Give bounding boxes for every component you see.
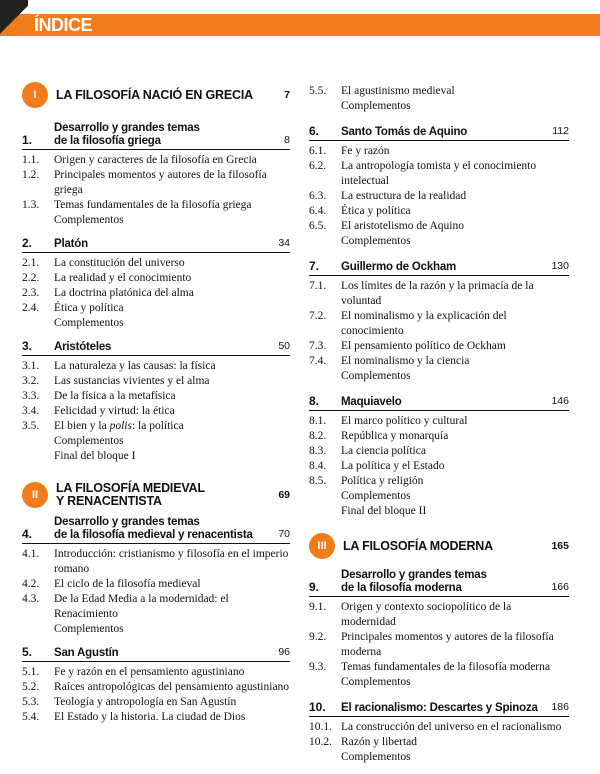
toc-item[interactable] (22, 710, 290, 725)
item-number: 9.3. (309, 661, 327, 673)
item-number: 10.2. (309, 736, 332, 748)
final-bloque-link[interactable]: Final del bloque II (341, 505, 427, 517)
item-text: De la física a la metafísica (54, 390, 176, 402)
item-number: 7.2. (309, 310, 327, 322)
right-column (309, 84, 569, 773)
toc-item[interactable] (309, 84, 569, 99)
complementos-link[interactable]: Complementos (341, 676, 411, 688)
chapter-5-continued (309, 84, 569, 114)
item-number: 8.2. (309, 430, 327, 442)
chapter-heading[interactable] (22, 645, 290, 662)
item-text: La construcción del universo en el racionalismo (341, 721, 562, 733)
block-page: 7 (284, 88, 290, 101)
item-text: El nominalismo y la ciencia (341, 355, 470, 367)
item-text: Ética y política (341, 205, 411, 217)
item-text: La doctrina platónica del alma (54, 287, 194, 299)
item-text: El pensamiento político de Ockham (341, 340, 506, 352)
chapter-title-line: de la filosofía griega (54, 135, 161, 147)
chapter-page: 186 (551, 701, 569, 713)
toc-item[interactable] (22, 256, 290, 271)
item-text: Principales momentos y autores de la filosofía griega (54, 169, 267, 196)
item-text: El Estado y la historia. La ciudad de Dios (54, 711, 246, 723)
chapter-number: 8. (309, 394, 320, 408)
toc-item[interactable] (309, 600, 569, 630)
item-number: 2.4. (22, 302, 40, 314)
block-badge: I (22, 82, 48, 108)
chapter-page: 130 (551, 260, 569, 272)
toc-item[interactable] (22, 374, 290, 389)
chapter-9 (309, 569, 569, 690)
item-number: 2.1. (22, 257, 40, 269)
complementos-link[interactable]: Complementos (54, 623, 124, 635)
chapter-page: 166 (551, 581, 569, 593)
item-number: 1.3. (22, 199, 40, 211)
block-header-2 (22, 482, 290, 508)
chapter-title (54, 122, 280, 148)
toc-item[interactable] (22, 547, 290, 577)
chapter-number: 4. (22, 527, 33, 541)
toc-item[interactable] (22, 695, 290, 710)
toc-item[interactable] (309, 414, 569, 429)
toc-item[interactable] (22, 592, 290, 622)
chapter-3 (22, 339, 290, 464)
toc-item[interactable] (309, 735, 569, 750)
chapter-heading[interactable] (22, 122, 290, 150)
item-text: Teología y antropología en San Agustín (54, 696, 237, 708)
item-number: 6.5. (309, 220, 327, 232)
item-text: Fe y razón (341, 145, 390, 157)
item-text: Origen y contexto sociopolítico de la modernidad (341, 601, 512, 628)
chapter-number: 2. (22, 236, 33, 250)
block-header-1 (22, 82, 290, 108)
item-text: Principales momentos y autores de la filosofía moderna (341, 631, 554, 658)
chapter-2 (22, 236, 290, 331)
item-number: 6.2. (309, 160, 327, 172)
item-text: Raíces antropológicas del pensamiento agustiniano (54, 681, 290, 693)
chapter-5 (22, 645, 290, 725)
item-number: 4.3. (22, 593, 40, 605)
chapter-page: 112 (552, 125, 569, 137)
chapter-page: 96 (278, 646, 290, 658)
item-number: 2.2. (22, 272, 40, 284)
chapter-title: Maquiavelo (341, 396, 402, 408)
item-text: Introducción: cristianismo y filosofía en el imperio romano (54, 548, 289, 575)
chapter-number: 3. (22, 339, 33, 353)
item-number: 6.1. (309, 145, 327, 157)
chapter-number: 9. (309, 580, 320, 594)
complementos-link[interactable]: Complementos (341, 751, 411, 763)
block-title (56, 482, 272, 508)
item-text: La constitución del universo (54, 257, 185, 269)
corner-decoration (0, 0, 28, 40)
toc-item[interactable] (309, 159, 569, 189)
toc-item[interactable] (22, 301, 290, 316)
chapter-heading[interactable] (309, 394, 569, 411)
chapter-title-line: Desarrollo y grandes temas (341, 569, 487, 581)
chapter-number: 6. (309, 124, 320, 138)
item-text: La antropología tomista y el conocimiento intelectual (341, 160, 537, 187)
chapter-title: Guillermo de Ockham (341, 261, 457, 273)
chapter-number: 7. (309, 259, 320, 273)
chapter-number: 10. (309, 700, 326, 714)
chapter-number: 1. (22, 133, 33, 147)
chapter-heading[interactable] (309, 569, 569, 597)
chapter-10 (309, 700, 569, 765)
item-number: 9.1. (309, 601, 327, 613)
chapter-title: El racionalismo: Descartes y Spinoza (341, 702, 538, 714)
item-number: 6.3. (309, 190, 327, 202)
toc-item[interactable] (309, 279, 569, 309)
item-number: 3.3. (22, 390, 40, 402)
item-number: 8.4. (309, 460, 327, 472)
chapter-heading[interactable] (22, 516, 290, 544)
block-page: 69 (278, 488, 290, 501)
chapter-heading[interactable] (309, 259, 569, 276)
toc-item[interactable] (309, 660, 569, 675)
item-number: 3.1. (22, 360, 40, 372)
item-number: 5.1. (22, 666, 40, 678)
chapter-title: San Agustín (54, 647, 119, 659)
item-number: 5.2. (22, 681, 40, 693)
item-number: 8.1. (309, 415, 327, 427)
item-text (54, 419, 290, 434)
item-text: De la Edad Media a la modernidad: el Renacimiento (54, 593, 229, 620)
item-number: 4.1. (22, 548, 40, 560)
complementos-link[interactable]: Complementos (54, 317, 124, 329)
chapter-title-line: Desarrollo y grandes temas (54, 122, 200, 134)
chapter-heading[interactable] (309, 124, 569, 141)
chapter-number: 5. (22, 645, 33, 659)
left-column (22, 82, 290, 733)
item-number: 8.5. (309, 475, 327, 487)
toc-item[interactable] (309, 444, 569, 459)
item-text: El aristotelismo de Aquino (341, 220, 464, 232)
toc-item[interactable] (22, 198, 290, 213)
toc-item[interactable] (22, 577, 290, 592)
chapter-title-line: de la filosofía moderna (341, 582, 462, 594)
chapter-title-line: Desarrollo y grandes temas (54, 516, 200, 528)
page-title: ÍNDICE (34, 15, 93, 35)
block-badge: III (309, 533, 335, 559)
toc-item[interactable] (309, 720, 569, 735)
item-text: Política y religión (341, 475, 424, 487)
toc-item[interactable] (22, 286, 290, 301)
toc-item[interactable] (309, 144, 569, 159)
toc-item[interactable] (309, 459, 569, 474)
toc-item[interactable] (309, 630, 569, 660)
item-text: La estructura de la realidad (341, 190, 467, 202)
chapter-4 (22, 516, 290, 637)
block-badge: II (22, 482, 48, 508)
item-text: Temas fundamentales de la filosofía griega (54, 199, 252, 211)
complementos-link[interactable]: Complementos (54, 214, 124, 226)
chapter-6 (309, 124, 569, 249)
toc-item[interactable] (309, 204, 569, 219)
toc-item[interactable] (309, 309, 569, 339)
item-text-part: : la política (131, 420, 184, 432)
item-number: 3.5. (22, 420, 40, 432)
item-number: 5.4. (22, 711, 40, 723)
item-text: República y monarquía (341, 430, 449, 442)
item-number: 7.3. (309, 340, 327, 352)
item-number: 9.2. (309, 631, 327, 643)
item-text: El marco político y cultural (341, 415, 468, 427)
item-text: Origen y caracteres de la filosofía en Grecia (54, 154, 257, 166)
chapter-title: Santo Tomás de Aquino (341, 126, 468, 138)
toc-item[interactable] (309, 219, 569, 234)
final-bloque-link[interactable]: Final del bloque I (54, 450, 136, 462)
complementos-link[interactable]: Complementos (341, 100, 411, 112)
item-text: El agustinismo medieval (341, 85, 455, 97)
toc-item[interactable] (22, 680, 290, 695)
toc-item[interactable] (22, 153, 290, 168)
toc-item[interactable] (22, 419, 290, 434)
complementos-link[interactable]: Complementos (341, 490, 411, 502)
toc-item[interactable] (22, 271, 290, 286)
item-number: 2.3. (22, 287, 40, 299)
item-number: 10.1. (309, 721, 332, 733)
chapter-title: Platón (54, 238, 88, 250)
chapter-page: 146 (551, 395, 569, 407)
chapter-page: 34 (278, 237, 290, 249)
item-text: Razón y libertad (341, 736, 418, 748)
item-text: Ética y política (54, 302, 124, 314)
chapter-page: 70 (278, 528, 290, 540)
item-number: 5.3. (22, 696, 40, 708)
item-text: El ciclo de la filosofía medieval (54, 578, 201, 590)
toc-item[interactable] (309, 189, 569, 204)
toc-item[interactable] (309, 354, 569, 369)
item-text-part: El bien y la (54, 420, 110, 432)
block-header-3 (309, 533, 569, 559)
block-page: 165 (551, 539, 569, 552)
chapter-title: Aristóteles (54, 341, 112, 353)
item-number: 1.2. (22, 169, 40, 181)
item-number: 7.1. (309, 280, 327, 292)
chapter-page: 50 (278, 340, 290, 352)
chapter-page: 8 (284, 134, 290, 146)
item-text: Temas fundamentales de la filosofía moderna (341, 661, 550, 673)
item-text: Las sustancias vivientes y el alma (54, 375, 210, 387)
item-number: 8.3. (309, 445, 327, 457)
toc-item[interactable] (22, 404, 290, 419)
block-title: LA FILOSOFÍA MODERNA (343, 538, 493, 553)
item-number: 7.4. (309, 355, 327, 367)
item-text: Felicidad y virtud: la ética (54, 405, 175, 417)
chapter-heading[interactable] (22, 339, 290, 356)
complementos-link[interactable]: Complementos (341, 370, 411, 382)
block-title-line: LA FILOSOFÍA MEDIEVAL (56, 481, 205, 495)
toc-item[interactable] (22, 168, 290, 198)
toc-item[interactable] (22, 389, 290, 404)
item-text: El nominalismo y la explicación del conocimiento (341, 310, 507, 337)
item-text: La realidad y el conocimiento (54, 272, 192, 284)
chapter-1 (22, 122, 290, 228)
toc-item[interactable] (22, 359, 290, 374)
item-number: 3.2. (22, 375, 40, 387)
item-text: La política y el Estado (341, 460, 445, 472)
chapter-7 (309, 259, 569, 384)
item-text: La ciencia política (341, 445, 426, 457)
item-text: Fe y razón en el pensamiento agustiniano (54, 666, 245, 678)
item-text-italic: polis (109, 420, 132, 432)
toc-item[interactable] (309, 339, 569, 354)
chapter-heading[interactable] (309, 700, 569, 717)
block-title-line: Y RENACENTISTA (56, 494, 162, 508)
item-number: 1.1. (22, 154, 40, 166)
item-number: 4.2. (22, 578, 40, 590)
chapter-heading[interactable] (22, 236, 290, 253)
item-text: Los límites de la razón y la primacía de la voluntad (341, 280, 534, 307)
toc-item[interactable] (309, 429, 569, 444)
item-number: 5.5. (309, 85, 327, 97)
item-number: 6.4. (309, 205, 327, 217)
toc-item[interactable] (22, 665, 290, 680)
chapter-title (54, 516, 274, 542)
chapter-8 (309, 394, 569, 519)
chapter-title (341, 569, 547, 595)
item-number: 3.4. (22, 405, 40, 417)
complementos-link[interactable]: Complementos (54, 435, 124, 447)
item-text: La naturaleza y las causas: la física (54, 360, 216, 372)
complementos-link[interactable]: Complementos (341, 235, 411, 247)
block-title: LA FILOSOFÍA NACIÓ EN GRECIA (56, 87, 253, 102)
toc-item[interactable] (309, 474, 569, 489)
chapter-title-line: de la filosofía medieval y renacentista (54, 529, 253, 541)
